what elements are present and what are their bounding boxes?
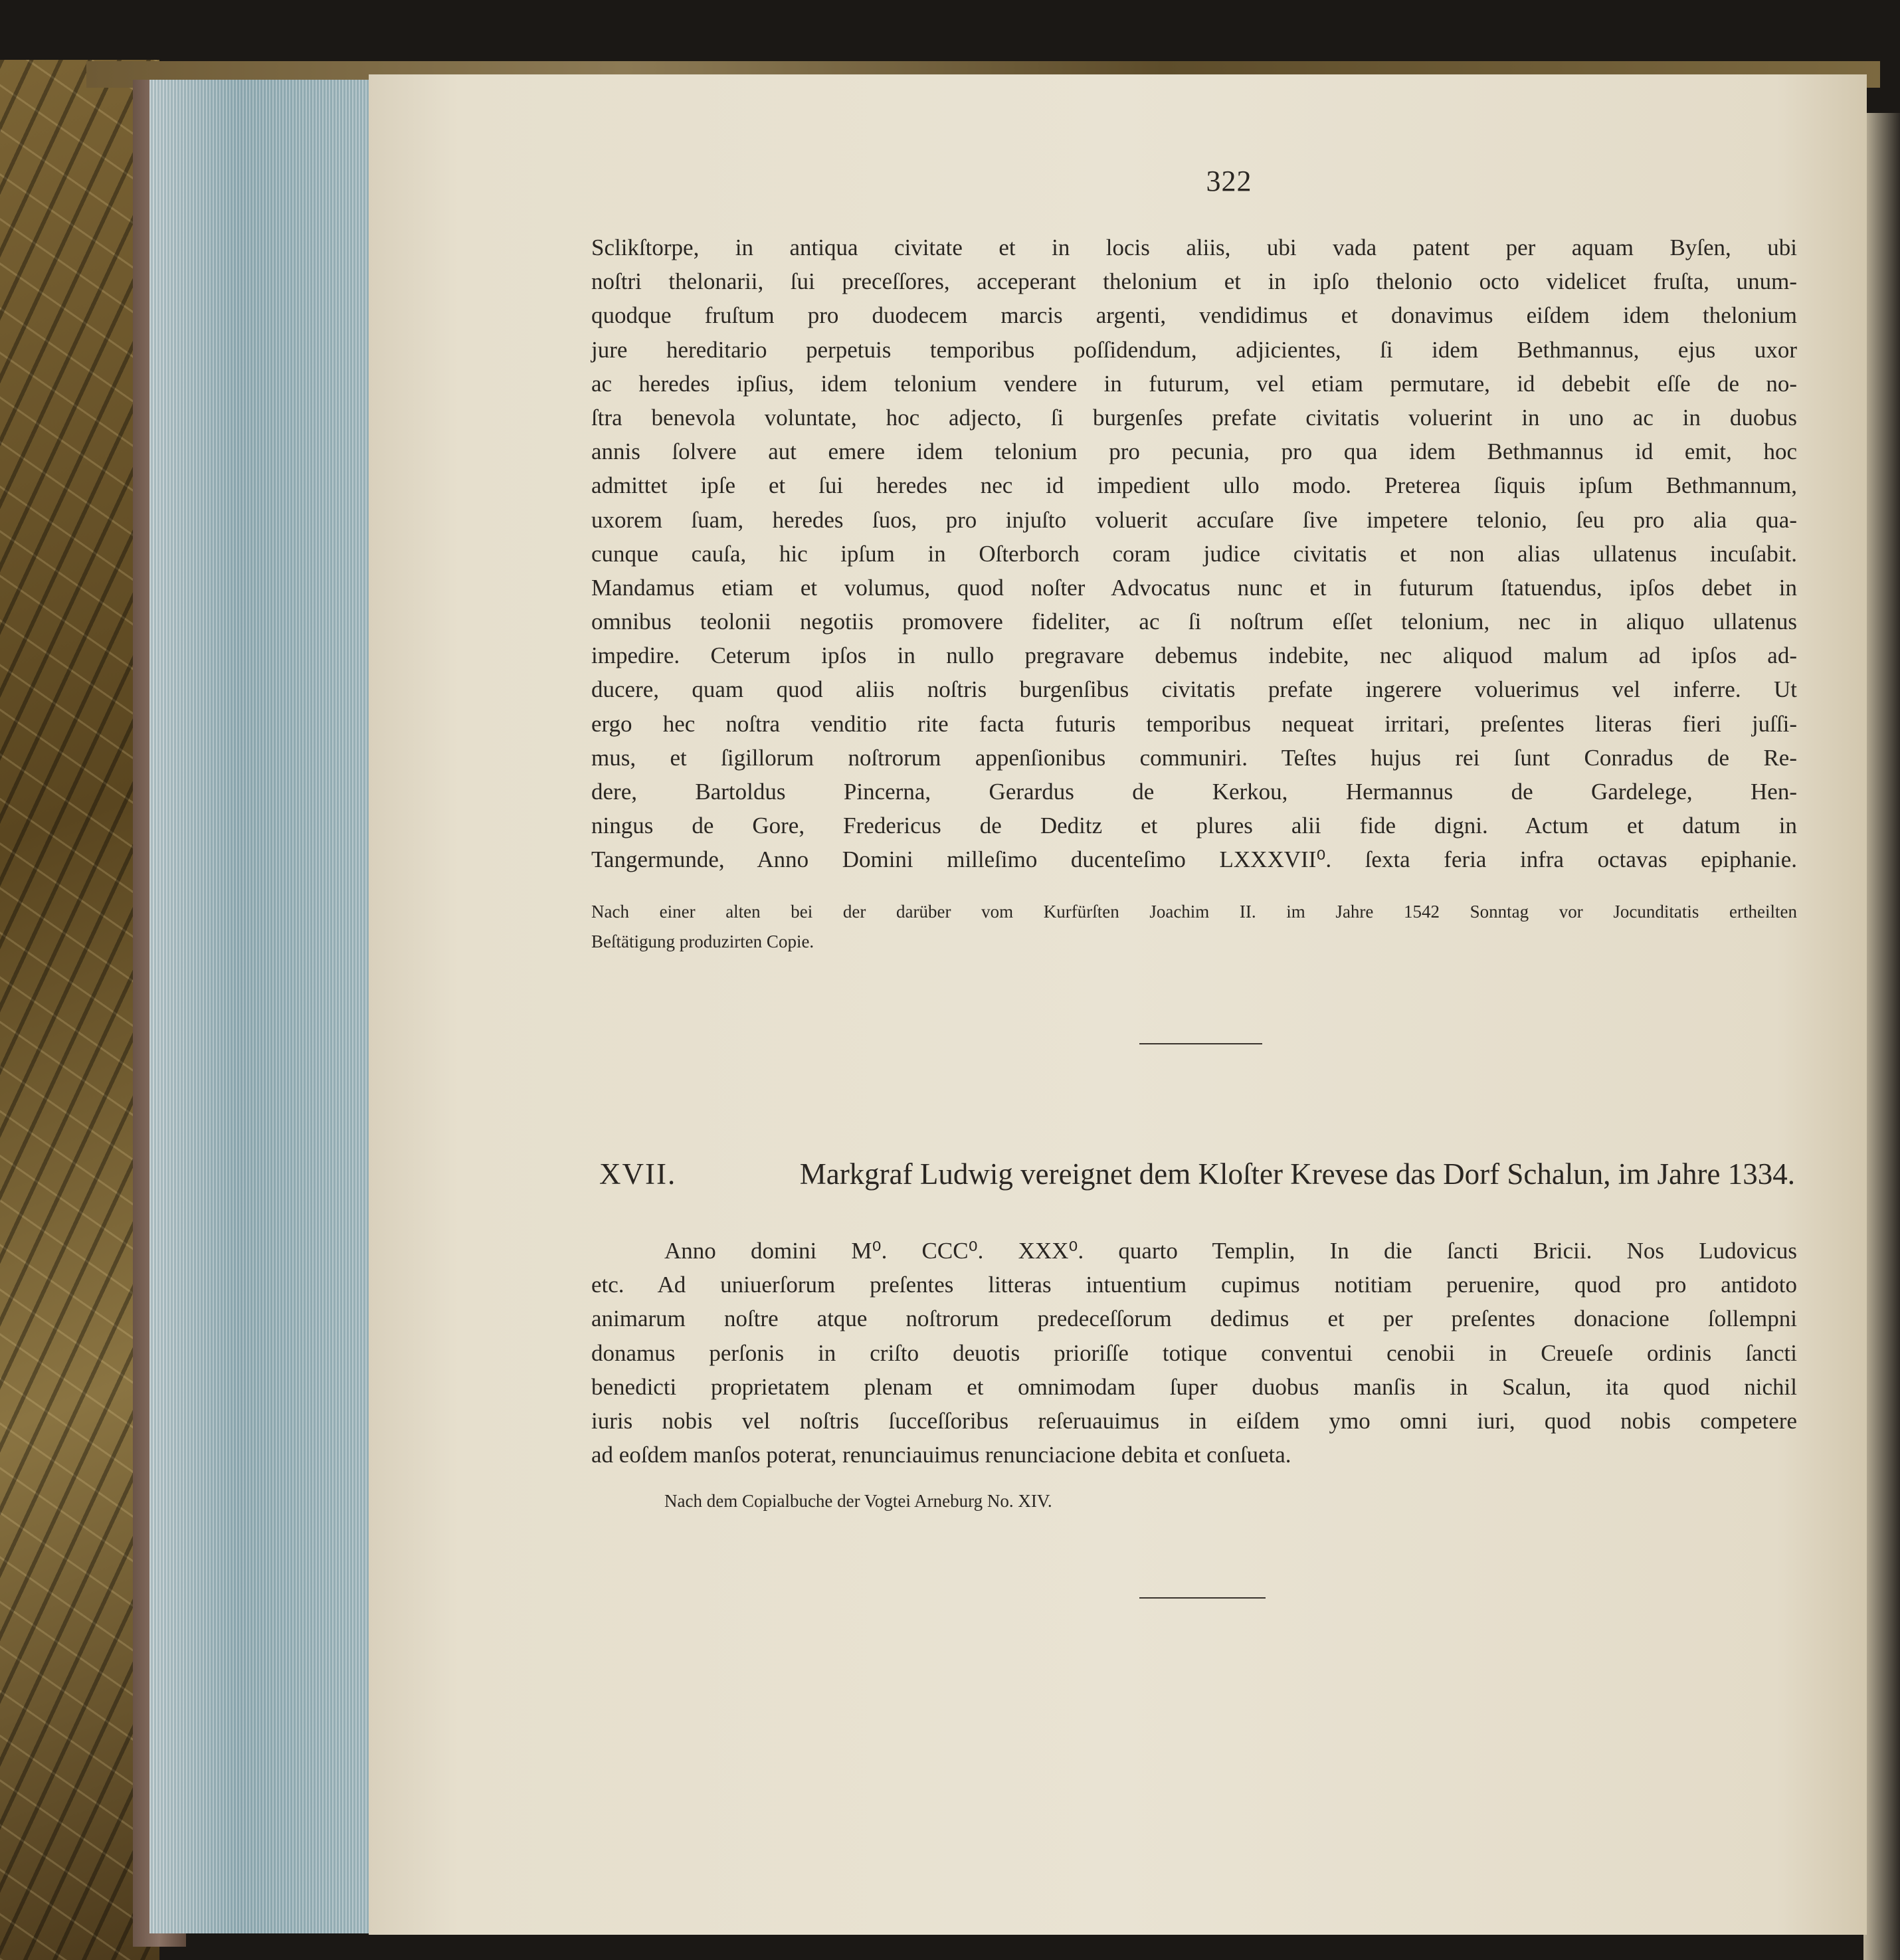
document-number: XVII.: [599, 1157, 677, 1191]
text-line: quodque fruſtum pro duodecem marcis argenti, vendidimus et donavimus eiſdem idem thelonium: [591, 302, 1797, 329]
text-line: iuris nobis vel noſtris ſucceſſoribus reſeruauimus in eiſdem ymo omni iuri, quod nobis competere: [591, 1407, 1797, 1434]
text-line: ſtra benevola voluntate, hoc adjecto, ſi burgenſes prefate civitatis voluerint in uno ac in duobus: [591, 404, 1797, 431]
section-divider: [1139, 1597, 1266, 1599]
text-line: ac heredes ipſius, idem telonium vendere in futurum, vel etiam permutare, id debebit eſſe de no-: [591, 370, 1797, 397]
text-line: mus, et ſigillorum noſtrorum appenſionibus communiri. Teſtes hujus rei ſunt Conradus de Re-: [591, 744, 1797, 771]
source-note: [591, 897, 1797, 957]
text-line: benedicti proprietatem plenam et omnimodam ſuper duobus manſis in Scalun, ita quod nichil: [591, 1373, 1797, 1400]
text-line: noſtri thelonarii, ſui preceſſores, acceperant thelonium et in ipſo thelonio octo videlicet fruſta, unum-: [591, 268, 1797, 295]
text-line: etc. Ad uniuerſorum preſentes litteras intuentium cupimus notitiam peruenire, quod pro antidoto: [591, 1272, 1797, 1298]
text-line: animarum noſtre atque noſtrorum predeceſſorum dedimus et per preſentes donacione ſollempni: [591, 1306, 1797, 1332]
document-heading: [599, 1154, 1795, 1194]
text-line: jure hereditario perpetuis temporibus poſſidendum, adjicientes, ſi idem Bethmannus, ejus uxor: [591, 336, 1797, 363]
page-edges: [149, 80, 372, 1933]
text-line: Tangermunde, Anno Domini milleſimo ducenteſimo LXXXVII⁰. ſexta feria infra octavas epiphanie.: [591, 846, 1797, 873]
text-line: Mandamus etiam et volumus, quod noſter Advocatus nunc et in futurum ſtatuendus, ipſos debet in: [591, 574, 1797, 601]
note-line: Nach einer alten bei der darüber vom Kurfürſten Joachim II. im Jahre 1542 Sonntag vor Jocunditatis ertheilten: [591, 902, 1797, 922]
text-line: donamus perſonis in criſto deuotis prioriſſe totique conventui cenobii in Creueſe ordinis ſancti: [591, 1339, 1797, 1366]
text-line: impedire. Ceterum ipſos in nullo pregravare debemus indebite, nec aliquod malum ad ipſos ad-: [591, 642, 1797, 669]
text-line: annis ſolvere aut emere idem telonium pro pecunia, pro qua idem Bethmannus id emit, hoc: [591, 439, 1797, 465]
text-line: ad eoſdem manſos poterat, renunciauimus renunciacione debita et conſueta.: [591, 1442, 1291, 1468]
charter-text: [591, 1234, 1797, 1472]
section-divider: [1139, 1043, 1262, 1044]
text-line: cunque cauſa, hic ipſum in Oſterborch coram judice civitatis et non alias ullatenus incuſabit.: [591, 540, 1797, 567]
text-line: uxorem ſuam, heredes ſuos, pro injuſto voluerit accuſare ſive impetere telonio, ſeu pro alia qua-: [591, 506, 1797, 533]
text-line: Sclikſtorpe, in antiqua civitate et in locis aliis, ubi vada patent per aquam Byſen, ubi: [591, 235, 1797, 260]
document-title: Markgraf Ludwig vereignet dem Kloſter Krevese das Dorf Schalun, im Jahre 1334.: [799, 1157, 1795, 1191]
note-line: Beſtätigung produzirten Copie.: [591, 931, 814, 951]
book-page: [369, 74, 1867, 1935]
text-line: ningus de Gore, Fredericus de Deditz et plures alii fide digni. Actum et datum in: [591, 813, 1797, 839]
text-line: admittet ipſe et ſui heredes nec id impedient ullo modo. Preterea ſiquis ipſum Bethmannum,: [591, 472, 1797, 499]
facing-page-edge: [1863, 113, 1900, 1960]
text-line: ducere, quam quod aliis noſtris burgenſibus civitatis prefate ingerere voluerimus vel inferre. Ut: [591, 676, 1797, 703]
note-line: Nach dem Copialbuche der Vogtei Arneburg No. XIV.: [664, 1491, 1052, 1511]
text-line: dere, Bartoldus Pincerna, Gerardus de Kerkou, Hermannus de Gardelege, Hen-: [591, 779, 1797, 805]
charter-text-continued: [591, 231, 1797, 877]
text-line: ergo hec noſtra venditio rite facta futuris temporibus nequeat irritari, preſentes literas fieri juſſi-: [591, 710, 1797, 737]
source-note: [591, 1486, 1870, 1516]
page-number: 322: [1206, 165, 1252, 197]
text-line: omnibus teolonii negotiis promovere fideliter, ac ſi noſtrum eſſet telonium, nec in aliquo ullatenus: [591, 609, 1797, 635]
text-line: Anno domini M⁰. CCC⁰. XXX⁰. quarto Templin, In die ſancti Bricii. Nos Ludovicus: [664, 1238, 1797, 1264]
